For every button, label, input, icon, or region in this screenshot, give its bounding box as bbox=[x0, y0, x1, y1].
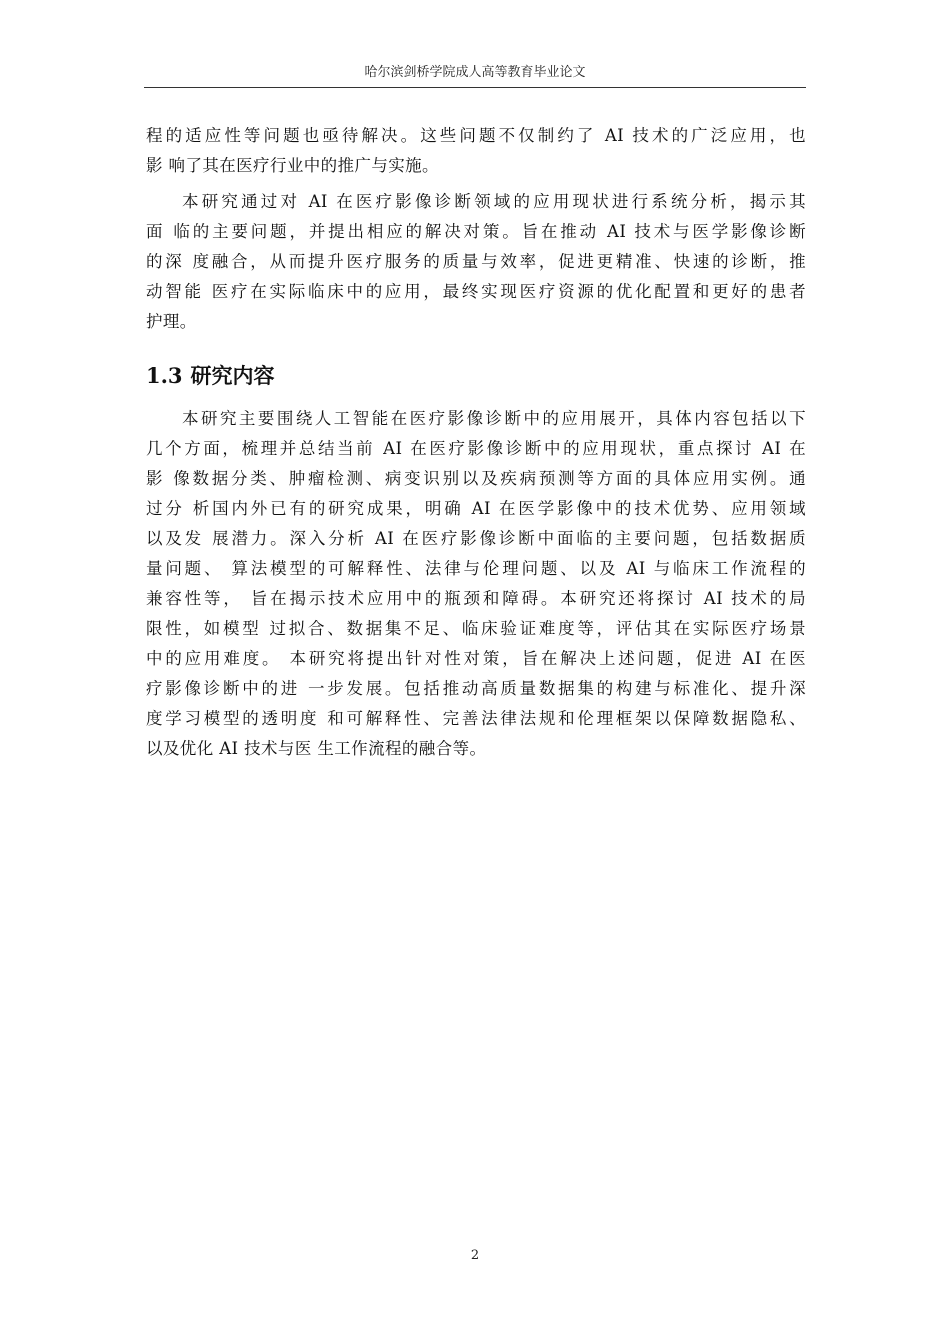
paragraph-line: 以及优化 AI 技术与医 生工作流程的融合等。 bbox=[146, 739, 487, 758]
paragraph-line: 中的应用难度。 本研究将提出针对性对策，旨在解决上述问题，促进 AI 在医 bbox=[146, 649, 806, 668]
running-header: 哈尔滨剑桥学院成人高等教育毕业论文 bbox=[364, 65, 586, 80]
paragraph-line: 几个方面，梳理并总结当前 AI 在医疗影像诊断中的应用现状，重点探讨 AI 在 bbox=[146, 439, 806, 458]
paragraph-line: 程的适应性等问题也亟待解决。这些问题不仅制约了 AI 技术的广泛应用，也 bbox=[146, 126, 806, 145]
paragraph-research-purpose bbox=[146, 187, 806, 337]
section-heading bbox=[146, 361, 275, 391]
paragraph-line: 本研究通过对 AI 在医疗影像诊断领域的应用现状进行系统分析，揭示其 bbox=[182, 192, 806, 211]
paragraph-line: 兼容性等， 旨在揭示技术应用中的瓶颈和障碍。本研究还将探讨 AI 技术的局 bbox=[146, 589, 806, 608]
paragraph-line: 量问题、 算法模型的可解释性、法律与伦理问题、以及 AI 与临床工作流程的 bbox=[146, 559, 806, 578]
paragraph-line: 影 响了其在医疗行业中的推广与实施。 bbox=[146, 156, 439, 175]
paragraph-line: 限性，如模型 过拟合、数据集不足、临床验证难度等，评估其在实际医疗场景 bbox=[146, 619, 806, 638]
page-number: 2 bbox=[470, 1248, 480, 1263]
section-number: 1.3 bbox=[146, 363, 183, 388]
paragraph-line: 过分 析国内外已有的研究成果，明确 AI 在医学影像中的技术优势、应用领域 bbox=[146, 499, 806, 518]
header-divider bbox=[144, 87, 806, 88]
paragraph-line: 护理。 bbox=[146, 312, 197, 331]
paragraph-line: 影 像数据分类、肿瘤检测、病变识别以及疾病预测等方面的具体应用实例。通 bbox=[146, 469, 806, 488]
paragraph-line: 度学习模型的透明度 和可解释性、完善法律法规和伦理框架以保障数据隐私、 bbox=[146, 709, 806, 728]
paragraph-continuation bbox=[146, 121, 806, 181]
section-title: 研究内容 bbox=[190, 364, 275, 388]
paragraph-line: 本研究主要围绕人工智能在医疗影像诊断中的应用展开，具体内容包括以下 bbox=[182, 409, 806, 428]
paragraph-line: 动智能 医疗在实际临床中的应用，最终实现医疗资源的优化配置和更好的患者 bbox=[146, 282, 806, 301]
paragraph-research-content bbox=[146, 404, 806, 764]
paragraph-line: 的深 度融合，从而提升医疗服务的质量与效率，促进更精准、快速的诊断，推 bbox=[146, 252, 806, 271]
paragraph-line: 面 临的主要问题，并提出相应的解决对策。旨在推动 AI 技术与医学影像诊断 bbox=[146, 222, 806, 241]
paragraph-line: 疗影像诊断中的进 一步发展。包括推动高质量数据集的构建与标准化、提升深 bbox=[146, 679, 806, 698]
paragraph-line: 以及发 展潜力。深入分析 AI 在医疗影像诊断中面临的主要问题，包括数据质 bbox=[146, 529, 806, 548]
